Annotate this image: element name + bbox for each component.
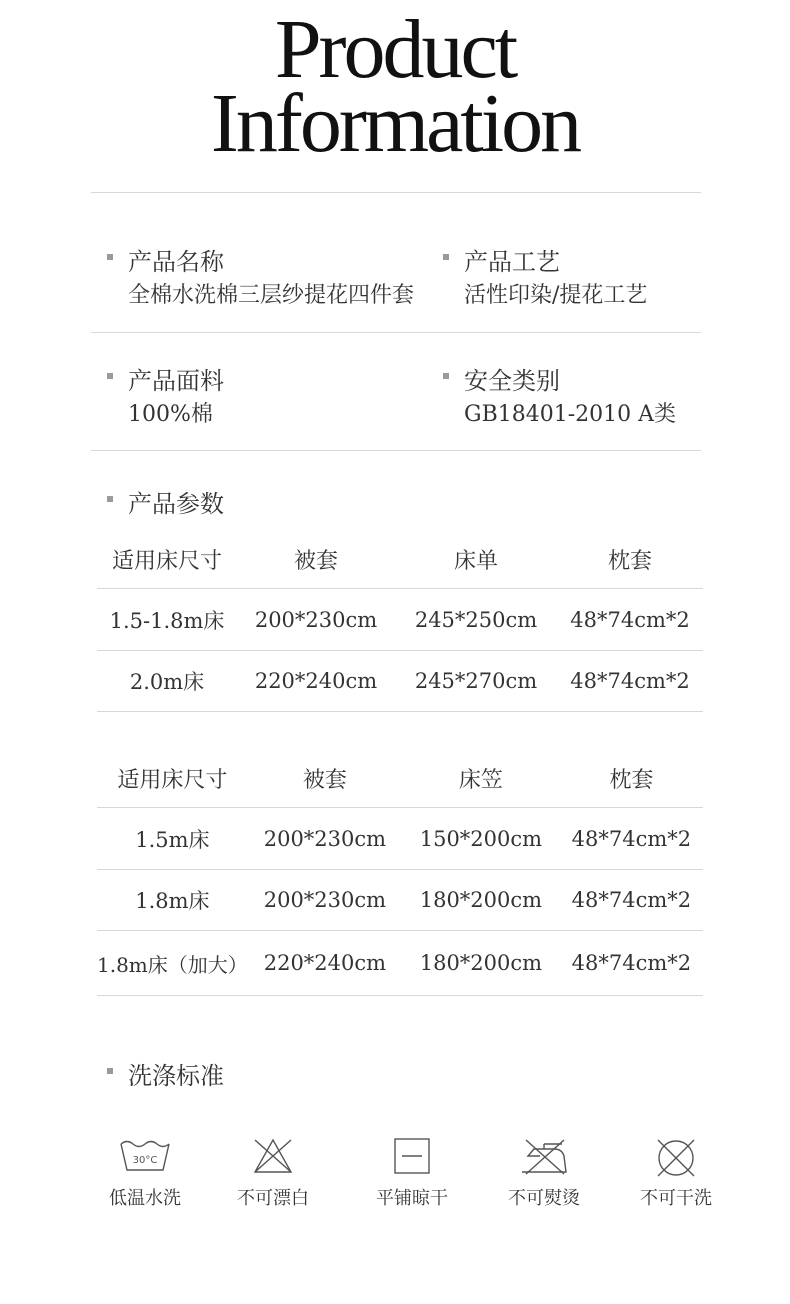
no-iron-item <box>489 1136 599 1210</box>
wash-label: 不可漂白 <box>237 1188 309 1209</box>
wash-label: 不可熨烫 <box>508 1188 580 1209</box>
table-cell: 48*74cm*2 <box>560 931 703 996</box>
safety-class-label: 安全类别 <box>464 367 560 395</box>
title-line-2: Information <box>210 77 580 170</box>
product-name-value: 全棉水洗棉三层纱提花四件套 <box>128 283 415 308</box>
dry-flat-item <box>357 1136 467 1210</box>
product-craft-value: 活性印染/提花工艺 <box>464 283 648 308</box>
table-header: 床单 <box>453 548 498 574</box>
table-header: 枕套 <box>607 548 652 574</box>
bullet-icon <box>107 373 113 379</box>
product-name-label: 产品名称 <box>128 248 224 276</box>
table-header: 适用床尺寸 <box>117 767 228 793</box>
wash-label: 低温水洗 <box>109 1188 181 1209</box>
size-table-1 <box>97 530 703 712</box>
table-cell: 150*200cm <box>402 808 560 870</box>
table-header: 枕套 <box>609 767 654 793</box>
table-header: 床笠 <box>458 767 503 793</box>
table-cell: 200*230cm <box>248 808 402 870</box>
table-row <box>97 589 703 651</box>
divider <box>91 450 701 451</box>
table-cell: 48*74cm*2 <box>560 870 703 931</box>
no-bleach-icon <box>247 1136 299 1176</box>
bullet-icon <box>107 496 113 502</box>
table-row <box>97 651 703 712</box>
safety-class-value: GB18401-2010 A类 <box>464 402 677 427</box>
table-row <box>97 870 703 931</box>
product-fabric-value: 100%棉 <box>128 402 213 427</box>
bullet-icon <box>443 373 449 379</box>
table-row <box>97 931 703 996</box>
table-cell: 1.8m床 <box>97 870 248 931</box>
table-cell: 220*240cm <box>237 651 395 712</box>
product-params-label: 产品参数 <box>128 490 224 518</box>
no-bleach-item <box>218 1136 328 1210</box>
table-cell: 180*200cm <box>402 931 560 996</box>
table-cell: 48*74cm*2 <box>557 651 703 712</box>
no-dryclean-icon <box>650 1136 702 1180</box>
table-header: 被套 <box>293 548 338 574</box>
table-cell: 245*270cm <box>395 651 557 712</box>
table-header: 被套 <box>302 767 347 793</box>
product-craft-label: 产品工艺 <box>464 248 560 276</box>
table-cell: 48*74cm*2 <box>560 808 703 870</box>
wash-temp-label: 30°C <box>132 1155 158 1166</box>
table-cell: 245*250cm <box>395 589 557 651</box>
table-cell: 1.5m床 <box>97 808 248 870</box>
table-row <box>97 808 703 870</box>
dry-flat-icon <box>386 1136 438 1176</box>
table-cell: 2.0m床 <box>97 651 237 712</box>
product-fabric-label: 产品面料 <box>128 367 224 395</box>
no-dryclean-item <box>621 1136 731 1210</box>
wash-label: 平铺晾干 <box>376 1188 448 1209</box>
bullet-icon <box>107 1068 113 1074</box>
table-cell: 180*200cm <box>402 870 560 931</box>
title-line-1: Product <box>274 3 516 96</box>
table-header-row <box>97 749 703 808</box>
divider <box>91 192 701 193</box>
wash-standard-label: 洗涤标准 <box>128 1062 224 1090</box>
table-cell: 200*230cm <box>237 589 395 651</box>
divider <box>91 332 701 333</box>
bullet-icon <box>443 254 449 260</box>
table-cell: 200*230cm <box>248 870 402 931</box>
wash-30-icon <box>119 1136 171 1176</box>
wash-label: 不可干洗 <box>640 1188 712 1209</box>
table-cell: 1.8m床（加大） <box>97 931 248 996</box>
table-header: 适用床尺寸 <box>111 548 222 574</box>
wash-30-item <box>90 1136 200 1210</box>
table-header-row <box>97 530 703 589</box>
size-table-2 <box>97 749 703 996</box>
table-cell: 220*240cm <box>248 931 402 996</box>
table-cell: 1.5-1.8m床 <box>97 589 237 651</box>
table-cell: 48*74cm*2 <box>557 589 703 651</box>
no-iron-icon <box>518 1136 570 1176</box>
bullet-icon <box>107 254 113 260</box>
